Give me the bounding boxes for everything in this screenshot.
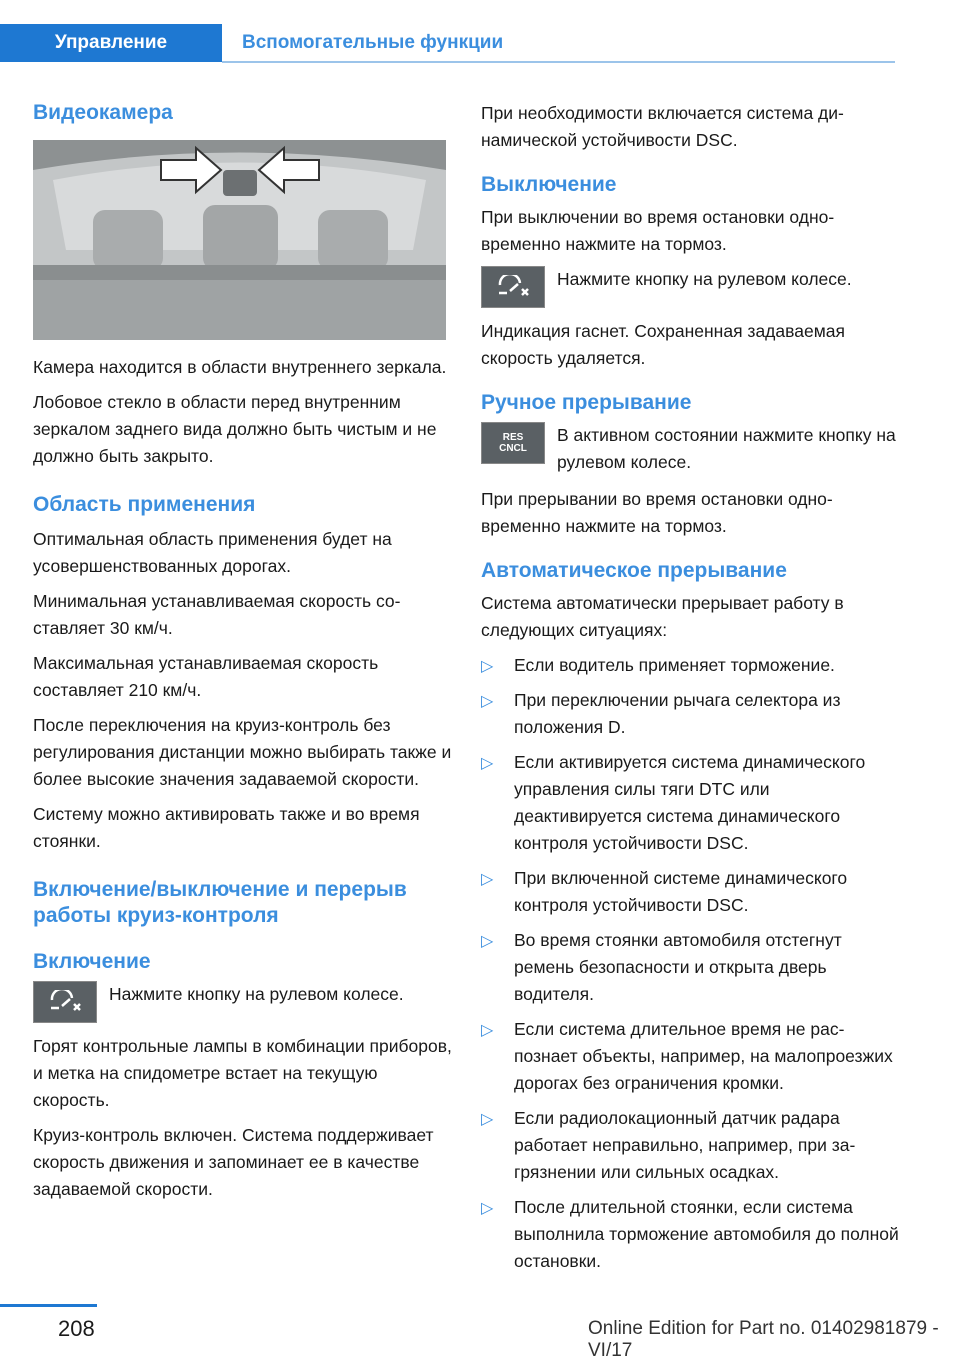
scope-text-5: Систему можно активировать также и во время стоянки. [33, 804, 420, 851]
scope-text-4: После переключения на круиз-контроль без регулирования дистанции можно выбирать также и более высокие значения задаваемой скорости. [33, 715, 452, 789]
list-item-text: Если активируется система динамического управления силы тяги DTC или деактивируется система динамического контроля устойчивости DSC. [514, 752, 866, 853]
on-text-1: Горят контрольные лампы в комбинации приборов, и метка на спидометре встает на текущую скорость. [33, 1036, 452, 1110]
list-item-text: Если система длительное время не распознает объекты, например, на малопроезжих дорогах без ограничения кромки. [514, 1019, 893, 1093]
bullet-triangle-icon: ▷ [481, 1111, 494, 1128]
camera-text-2: Лобовое стекло в области перед внутренним зеркалом заднего вида должно быть чистым и не должно быть закрыто. [33, 392, 437, 466]
cruise-control-button-icon [33, 981, 97, 1023]
res-cncl-label: RES CNCL [499, 432, 527, 454]
list-item [481, 687, 901, 741]
auto-text-1: Система автоматически прерывает работу в следующих ситуациях: [481, 593, 844, 640]
list-item [481, 1105, 901, 1186]
on-text-2: Круиз-контроль включен. Система поддерживает скорость движения и запоминает ее в качестве задаваемой скорости. [33, 1125, 434, 1199]
auto-bullet-list [481, 652, 901, 1275]
bullet-triangle-icon: ▷ [481, 1200, 494, 1217]
list-item-text: При включенной системе динамического контроля устойчивости DSC. [514, 868, 848, 915]
list-item-text: При переключении рычага селектора из положения D. [514, 690, 841, 737]
left-column [33, 100, 453, 1211]
list-item-text: После длительной стоянки, если система выполнила торможение автомобиля до полной остановки. [514, 1197, 899, 1271]
list-item-text: Если водитель применяет торможение. [514, 655, 835, 675]
footer-accent-line [0, 1304, 97, 1307]
list-item [481, 652, 901, 679]
off-icon-text: Нажмите кнопку на рулевом колесе. [557, 269, 852, 289]
bullet-triangle-icon: ▷ [481, 658, 494, 675]
scope-text-3: Максимальная устанавливаемая скорость составляет 210 км/ч. [33, 653, 379, 700]
manual-instruction [481, 422, 901, 476]
list-item [481, 749, 901, 857]
camera-photo [33, 140, 446, 340]
on-instruction [33, 981, 453, 1023]
onoff-title: Включение/выключение и перерыв работы круиз-контроля [33, 878, 407, 927]
scope-text-1: Оптимальная область применения будет на усовершенствованных дорогах. [33, 529, 392, 576]
scope-title: Область применения [33, 493, 256, 516]
list-item [481, 1016, 901, 1097]
header-bar [0, 24, 895, 62]
right-column [481, 100, 901, 1283]
off-text-1: При выключении во время остановки одновременно нажмите на тормоз. [481, 207, 835, 254]
bullet-triangle-icon: ▷ [481, 755, 494, 772]
list-item [481, 865, 901, 919]
bullet-triangle-icon: ▷ [481, 871, 494, 888]
off-title: Выключение [481, 173, 617, 196]
res-cncl-button-icon [481, 422, 545, 464]
bullet-triangle-icon: ▷ [481, 693, 494, 710]
bullet-triangle-icon: ▷ [481, 1022, 494, 1039]
cruise-control-off-button-icon [481, 266, 545, 308]
header-divider [222, 61, 895, 63]
list-item-text: Если радиолокационный датчик радара работает неправильно, например, при загрязнении или сильных осадках. [514, 1108, 856, 1182]
tab-assist-functions[interactable]: Вспомогательные функции [242, 32, 504, 53]
tab-control[interactable]: Управление [0, 24, 222, 62]
edition-note: Online Edition for Part no. 01402981879 - VI/17 [588, 1318, 939, 1361]
camera-text-1: Камера находится в области внутреннего зеркала. [33, 357, 447, 377]
bullet-triangle-icon: ▷ [481, 933, 494, 950]
list-item [481, 927, 901, 1008]
off-instruction [481, 266, 901, 308]
manual-title: Ручное прерывание [481, 391, 692, 414]
on-title: Включение [33, 950, 151, 973]
manual-text-1: При прерывании во время остановки одновременно нажмите на тормоз. [481, 489, 833, 536]
camera-title: Видеокамера [33, 101, 173, 124]
scope-text-2: Минимальная устанавливаемая скорость составляет 30 км/ч. [33, 591, 401, 638]
dsc-text: При необходимости включается система динамической устойчивости DSC. [481, 103, 844, 150]
auto-title: Автоматическое прерывание [481, 559, 787, 582]
list-item-text: Во время стоянки автомобиля отстегнут ремень безопасности и открыта дверь водителя. [514, 930, 842, 1004]
off-text-2: Индикация гаснет. Сохраненная задаваемая скорость удаляется. [481, 321, 845, 368]
page-number: 208 [58, 1316, 95, 1341]
list-item [481, 1194, 901, 1275]
manual-icon-text: В активном состоянии нажмите кнопку на рулевом колесе. [557, 425, 896, 472]
on-icon-text: Нажмите кнопку на рулевом колесе. [109, 984, 404, 1004]
